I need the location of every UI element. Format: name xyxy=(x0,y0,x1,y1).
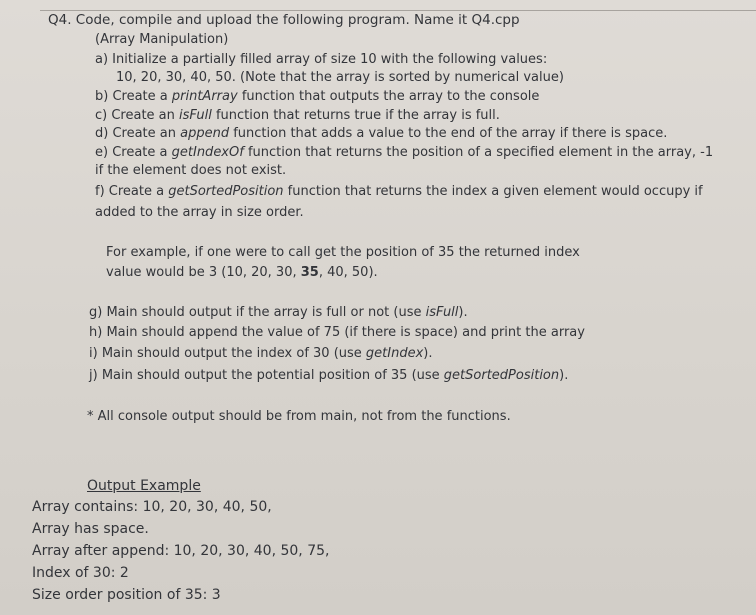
item-b-prefix: b) Create a xyxy=(95,89,172,104)
item-f-line1 xyxy=(95,184,703,200)
item-b-function: printArray xyxy=(171,89,238,104)
item-a-line2: 10, 20, 30, 40, 50. (Note that the array is sorted by numerical value) xyxy=(116,70,564,85)
output-line-index: Index of 30: 2 xyxy=(32,565,129,581)
item-g-prefix: g) Main should output if the array is full or not (use xyxy=(89,305,426,320)
item-e-line2: if the element does not exist. xyxy=(95,163,287,178)
item-c-function: isFull xyxy=(179,108,212,123)
item-j-function: getSortedPosition xyxy=(443,368,560,383)
item-c-suffix: function that returns true if the array is full. xyxy=(211,108,500,123)
item-f-line2: added to the array in size order. xyxy=(95,205,304,220)
top-rule-divider xyxy=(40,10,756,11)
item-f-suffix: function that returns the index a given element would occupy if xyxy=(283,184,703,199)
item-g-function: isFull xyxy=(425,305,459,320)
item-e-function: getIndexOf xyxy=(171,145,244,160)
item-c-prefix: c) Create an xyxy=(95,108,180,123)
question-subtitle: (Array Manipulation) xyxy=(95,32,229,47)
item-h: h) Main should append the value of 75 (if there is space) and print the array xyxy=(89,325,585,340)
item-f-function: getSortedPosition xyxy=(168,184,284,199)
item-b xyxy=(95,89,539,105)
item-b-suffix: function that outputs the array to the console xyxy=(237,89,540,104)
item-c xyxy=(95,108,500,124)
item-i-suffix: ). xyxy=(423,346,433,361)
output-line-sorted-position: Size order position of 35: 3 xyxy=(32,587,221,603)
item-j-prefix: j) Main should output the potential position of 35 (use xyxy=(89,368,444,383)
item-i-function: getIndex xyxy=(365,346,424,361)
item-f-prefix: f) Create a xyxy=(95,184,169,199)
example-line2 xyxy=(106,265,378,281)
question-title: Q4. Code, compile and upload the following program. Name it Q4.cpp xyxy=(48,12,520,28)
item-g-suffix: ). xyxy=(458,305,468,320)
console-output-note: * All console output should be from main, not from the functions. xyxy=(87,409,511,424)
item-d-function: append xyxy=(180,126,230,141)
output-example-heading: Output Example xyxy=(87,478,201,494)
item-e-suffix: function that returns the position of a specified element in the array, -1 xyxy=(243,145,714,160)
item-i-prefix: i) Main should output the index of 30 (use xyxy=(89,346,366,361)
item-j xyxy=(89,368,568,384)
example-line2-prefix: value would be 3 (10, 20, 30, xyxy=(106,265,301,280)
item-e-line1 xyxy=(95,145,713,161)
item-d-prefix: d) Create an xyxy=(95,126,181,141)
item-i xyxy=(89,346,433,362)
item-e-prefix: e) Create a xyxy=(95,145,172,160)
output-line-array-contains: Array contains: 10, 20, 30, 40, 50, xyxy=(32,499,272,515)
item-d xyxy=(95,126,667,142)
example-bold-value: 35 xyxy=(300,265,319,280)
item-a-line1: a) Initialize a partially filled array of size 10 with the following values: xyxy=(95,52,548,67)
output-line-array-space: Array has space. xyxy=(32,521,149,537)
item-d-suffix: function that adds a value to the end of the array if there is space. xyxy=(229,126,668,141)
example-line2-suffix: , 40, 50). xyxy=(318,265,378,280)
example-line1: For example, if one were to call get the position of 35 the returned index xyxy=(106,245,580,260)
output-line-after-append: Array after append: 10, 20, 30, 40, 50, 75, xyxy=(32,543,330,559)
item-j-suffix: ). xyxy=(559,368,569,383)
item-g xyxy=(89,305,468,321)
